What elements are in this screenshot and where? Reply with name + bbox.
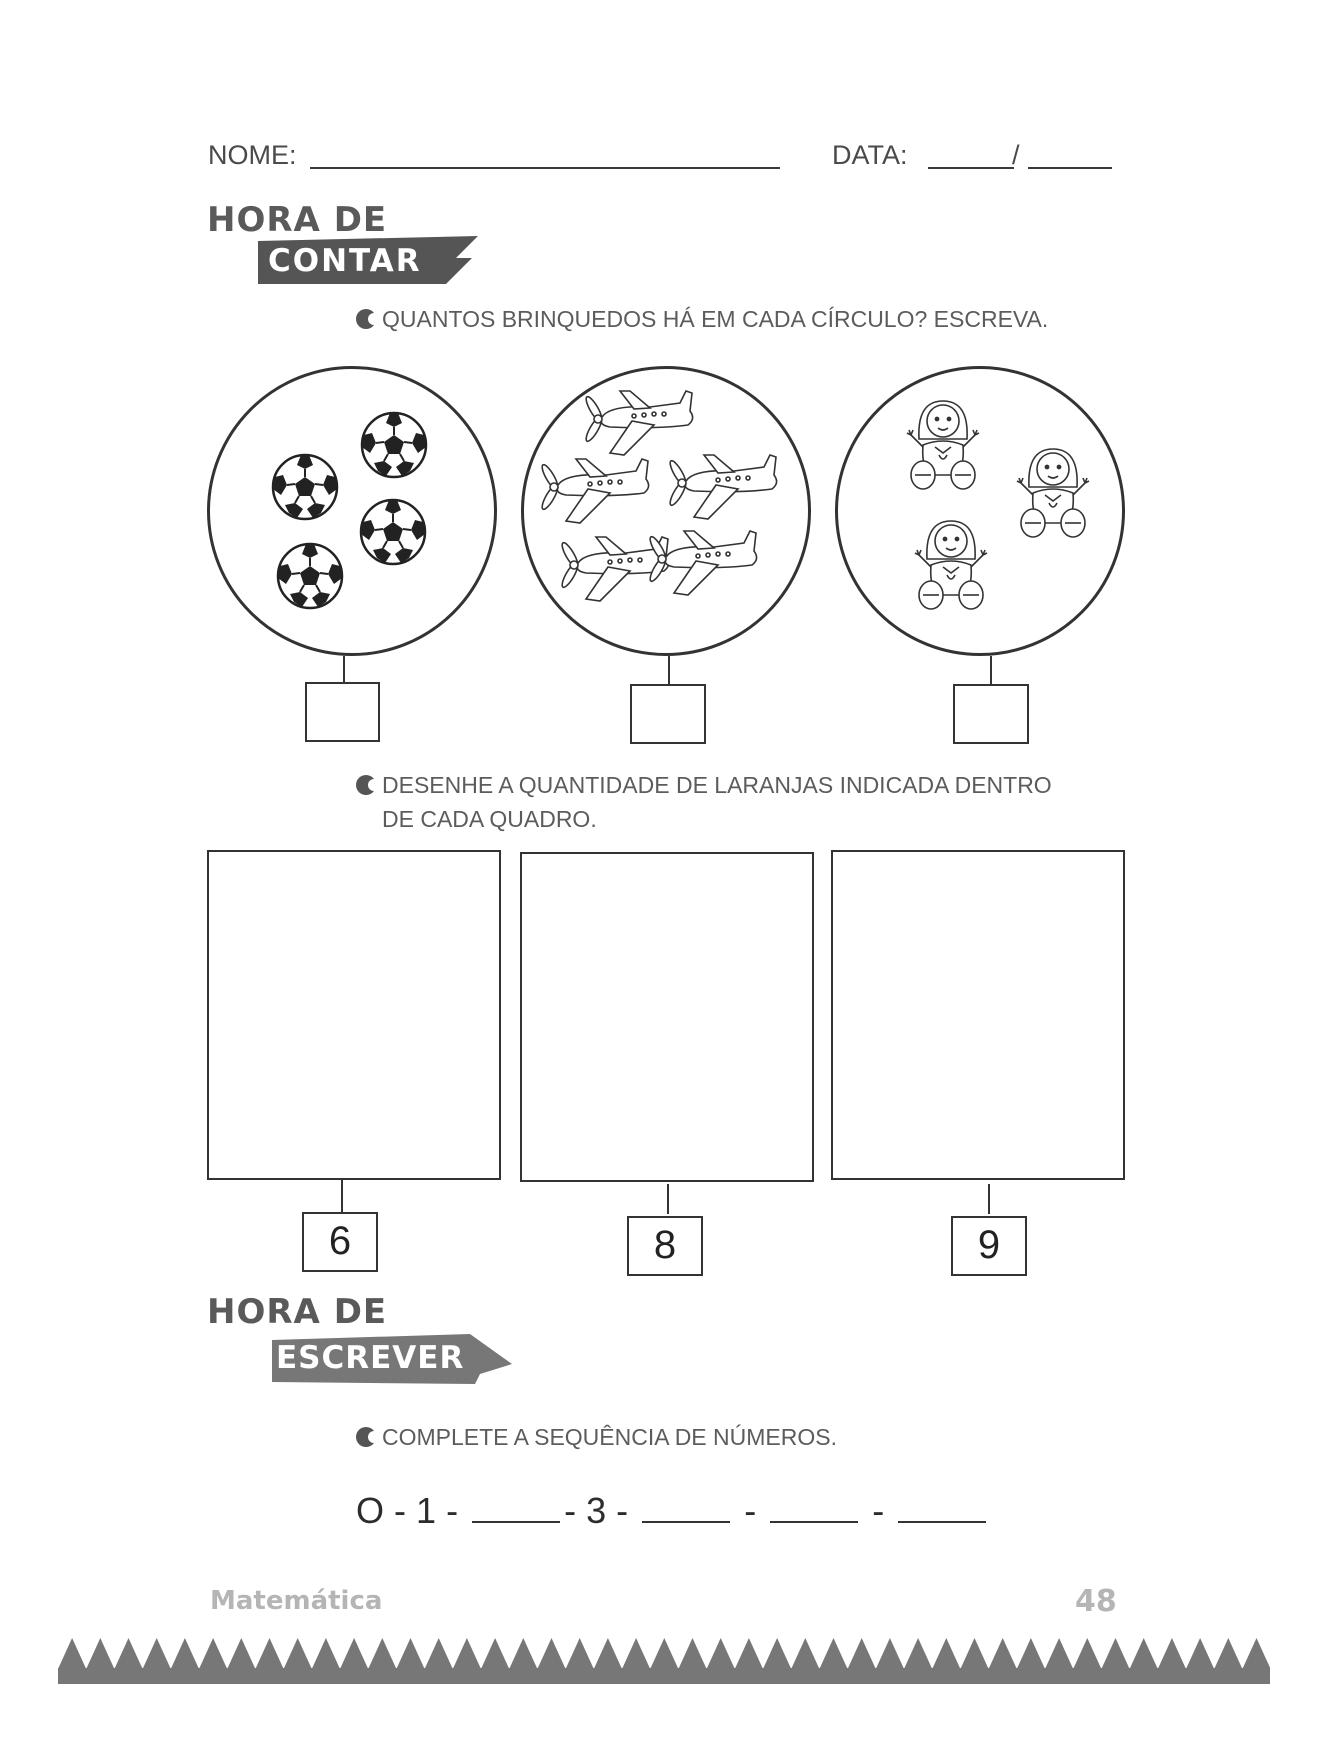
zigzag-tooth — [368, 1638, 396, 1669]
answer-box-3[interactable] — [953, 684, 1029, 744]
seq-1: 1 — [416, 1490, 437, 1531]
zigzag-tooth — [791, 1638, 819, 1669]
date-separator: / — [1012, 140, 1020, 170]
zigzag-tooth — [86, 1638, 114, 1669]
zigzag-tooth — [143, 1638, 171, 1669]
zigzag-tooth — [114, 1638, 142, 1669]
zigzag-tooth — [678, 1638, 706, 1669]
section-title-write: HORA DE — [207, 1292, 388, 1332]
stem-4 — [341, 1180, 343, 1212]
zigzag-tooth — [1186, 1638, 1214, 1669]
zigzag-tooth — [904, 1638, 932, 1669]
zigzag-tooth — [1158, 1638, 1186, 1669]
zigzag-tooth — [819, 1638, 847, 1669]
zigzag-tooth — [1130, 1638, 1158, 1669]
zigzag-tooth — [735, 1638, 763, 1669]
banner-escrever-text: ESCREVER — [276, 1340, 465, 1376]
zigzag-tooth — [255, 1638, 283, 1669]
drawing-box-1[interactable] — [207, 850, 501, 1180]
airplane-3 — [668, 455, 777, 519]
zigzag-tooth — [537, 1638, 565, 1669]
zigzag-tooth — [171, 1638, 199, 1669]
answer-box-2[interactable] — [630, 684, 706, 744]
circle-soccer-balls — [207, 366, 497, 656]
airplane-2 — [540, 459, 649, 523]
circle-airplanes — [521, 366, 811, 656]
seq-0: O — [356, 1490, 385, 1531]
dolls-drawing — [838, 369, 1122, 653]
zigzag-tooth — [566, 1638, 594, 1669]
zigzag-tooth — [1045, 1638, 1073, 1669]
seq-blank-2[interactable] — [472, 1493, 560, 1523]
number-sequence: O - 1 - - 3 - - - — [356, 1490, 990, 1532]
zigzag-tooth — [227, 1638, 255, 1669]
zigzag-tooth — [481, 1638, 509, 1669]
number-box-9: 9 — [951, 1216, 1027, 1276]
bullet-icon — [356, 309, 376, 329]
name-label: NOME: — [208, 140, 297, 170]
date-month-field[interactable] — [1028, 140, 1112, 169]
number-box-8: 8 — [627, 1216, 703, 1276]
stem-1 — [343, 656, 345, 682]
zigzag-tooth — [848, 1638, 876, 1669]
answer-box-1[interactable] — [305, 682, 380, 742]
zigzag-tooth — [989, 1638, 1017, 1669]
zigzag-tooth — [312, 1638, 340, 1669]
question-3: COMPLETE A SEQUÊNCIA DE NÚMEROS. — [356, 1420, 837, 1454]
footer-zigzag-band — [58, 1632, 1270, 1684]
number-box-6: 6 — [302, 1212, 378, 1272]
stem-2 — [668, 656, 670, 684]
zigzag-tooth — [1073, 1638, 1101, 1669]
soccer-ball-3 — [361, 500, 425, 564]
soccer-ball-2 — [362, 413, 426, 477]
zigzag-tooth — [1242, 1638, 1270, 1669]
date-label: DATA: — [832, 140, 908, 170]
soccer-ball-1 — [273, 455, 337, 519]
drawing-box-3[interactable] — [831, 850, 1125, 1180]
zigzag-tooth — [876, 1638, 904, 1669]
soccer-ball-4 — [278, 544, 342, 608]
name-field[interactable] — [310, 140, 780, 169]
drawing-box-2[interactable] — [520, 852, 814, 1182]
section-title-count: HORA DE — [207, 200, 388, 240]
zigzag-tooth — [622, 1638, 650, 1669]
zigzag-tooth — [284, 1638, 312, 1669]
question-1: QUANTOS BRINQUEDOS HÁ EM CADA CÍRCULO? ESCREVA. — [356, 302, 1048, 336]
zigzag-tooth — [594, 1638, 622, 1669]
question-2: DESENHE A QUANTIDADE DE LARANJAS INDICADA DENTRO DE CADA QUADRO. — [356, 768, 1052, 836]
zigzag-tooth — [453, 1638, 481, 1669]
zigzag-tooth — [509, 1638, 537, 1669]
footer-page-number: 48 — [1075, 1584, 1117, 1619]
stem-6 — [988, 1184, 990, 1214]
soccer-balls-drawing — [210, 369, 494, 653]
seq-3: 3 — [586, 1490, 607, 1531]
zigzag-tooth — [396, 1638, 424, 1669]
airplane-1 — [584, 391, 693, 455]
circle-dolls — [835, 366, 1125, 656]
seq-blank-4[interactable] — [642, 1493, 730, 1523]
zigzag-tooth — [960, 1638, 988, 1669]
bullet-icon — [356, 775, 376, 795]
zigzag-tooth — [650, 1638, 678, 1669]
footer-subject: Matemática — [210, 1586, 383, 1616]
banner-contar-text: CONTAR — [268, 243, 422, 279]
date-day-field[interactable] — [928, 140, 1014, 169]
bullet-icon — [356, 1427, 376, 1447]
doll-3 — [915, 521, 987, 609]
zigzag-tooth — [932, 1638, 960, 1669]
airplanes-drawing — [524, 369, 808, 653]
zigzag-tooth — [1101, 1638, 1129, 1669]
zigzag-tooth — [199, 1638, 227, 1669]
zigzag-tooth — [340, 1638, 368, 1669]
zigzag-tooth — [425, 1638, 453, 1669]
zigzag-tooth — [1214, 1638, 1242, 1669]
seq-blank-5[interactable] — [770, 1493, 858, 1523]
stem-3 — [990, 656, 992, 684]
seq-blank-6[interactable] — [898, 1493, 986, 1523]
doll-1 — [907, 401, 979, 489]
zigzag-tooth — [58, 1638, 86, 1669]
doll-2 — [1017, 449, 1089, 537]
zigzag-tooth — [1017, 1638, 1045, 1669]
stem-5 — [667, 1184, 669, 1214]
zigzag-tooth — [763, 1638, 791, 1669]
zigzag-tooth — [707, 1638, 735, 1669]
